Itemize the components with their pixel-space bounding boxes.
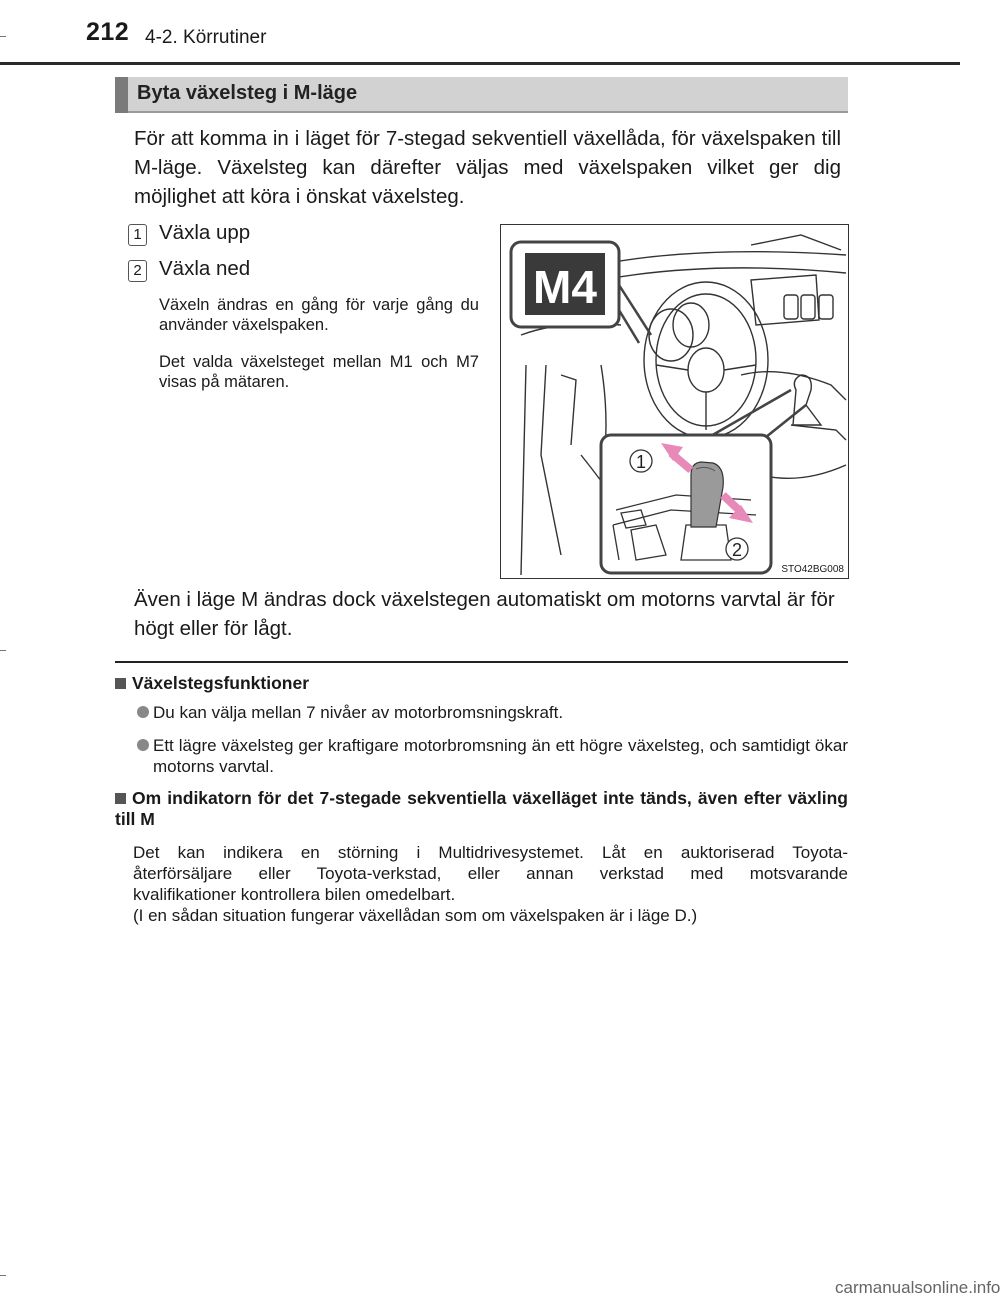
automatic-shift-note: Även i läge M ändras dock växelstegen automatiskt om motorns varvtal är för högt eller för lågt.: [134, 588, 835, 640]
step-number-badge: 1: [128, 224, 147, 246]
step-label: Växla upp: [159, 221, 251, 244]
step-number-badge: 2: [128, 260, 147, 282]
square-bullet-icon: [115, 678, 126, 689]
gear-shift-illustration: [500, 224, 849, 579]
section-divider: [115, 661, 848, 663]
step-label: Växla ned: [159, 257, 251, 280]
edge-mark: [0, 36, 6, 37]
paragraph-line: återförsäljare eller Toyota-verkstad, eller annan verkstad med motsvarande: [133, 864, 848, 883]
figure-code: STO42BG008: [781, 564, 844, 575]
page-number: 212: [86, 18, 130, 46]
round-bullet-icon: [137, 706, 149, 718]
paragraph-line: kvalifikationer kontrollera bilen omedelbart.: [133, 885, 456, 904]
paragraph-line: (I en sådan situation fungerar växellådan som om växelspaken är i läge D.): [133, 906, 698, 925]
dashboard-drawing: [501, 225, 848, 578]
list-item-text: Du kan välja mellan 7 nivåer av motorbromsningskraft.: [153, 703, 564, 722]
list-item-text: Ett lägre växelsteg ger kraftigare motorbromsning än ett högre växelsteg, och samtidigt ökar motorns varvtal.: [153, 736, 848, 776]
display-gear-indicator: M4: [533, 261, 597, 313]
info-heading-text: Växelstegsfunktioner: [132, 673, 309, 693]
paragraph-line: Det kan indikera en störning i Multidrivesystemet. Låt en auktoriserad Toyota-: [133, 843, 848, 862]
square-bullet-icon: [115, 793, 126, 804]
info-heading-text: Om indikatorn för det 7-stegade sekventiella växelläget inte tänds, även efter växling till M: [115, 788, 848, 829]
info-heading-functions: [115, 673, 309, 694]
list-item: [137, 702, 848, 723]
round-bullet-icon: [137, 739, 149, 751]
section-heading-bar: [115, 77, 848, 113]
note-gear-display: Det valda växelsteget mellan M1 och M7 visas på mätaren.: [159, 353, 479, 391]
watermark: carmanualsonline.info: [835, 1278, 1000, 1297]
section-title: Byta växelsteg i M-läge: [137, 82, 358, 104]
callout-number-1: 1: [635, 452, 647, 472]
list-item: [137, 735, 848, 777]
header-rule: [0, 62, 960, 65]
section-heading-tab: [115, 77, 128, 113]
edge-mark: [0, 650, 6, 651]
malfunction-paragraph: [133, 842, 848, 926]
info-heading-indicator: [115, 788, 848, 830]
chapter-title: 4-2. Körrutiner: [145, 27, 267, 48]
edge-mark: [0, 1275, 6, 1276]
intro-paragraph: För att komma in i läget för 7-stegad sekventiell växellåda, för växelspaken till M-läge. Växelsteg kan därefter väljas med växelspaken vilket ger dig möjlighet att köra i önskat växelsteg.: [134, 127, 841, 208]
note-shift-once: Växeln ändras en gång för varje gång du använder växelspaken.: [159, 296, 479, 334]
callout-number-2: 2: [731, 540, 743, 560]
